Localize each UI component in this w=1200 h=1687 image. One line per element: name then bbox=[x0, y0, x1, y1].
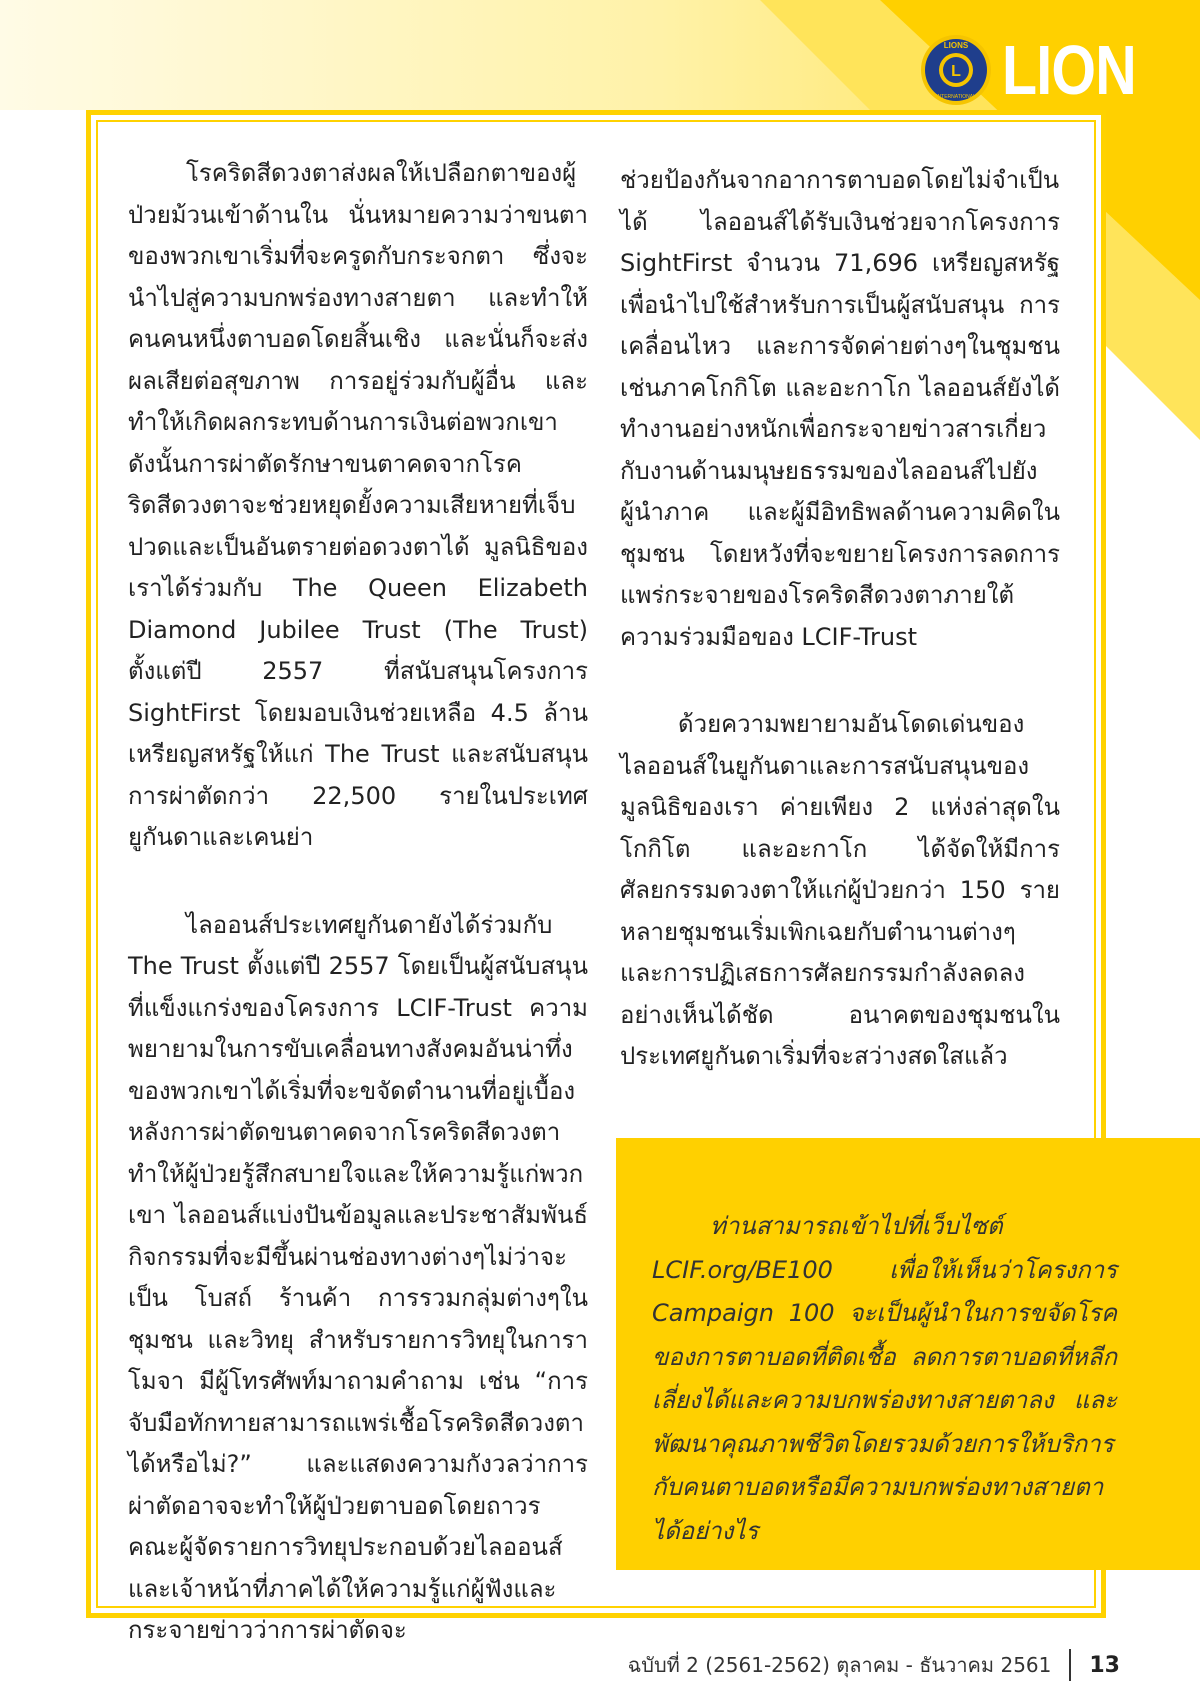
svg-text:INTERNATIONAL: INTERNATIONAL bbox=[936, 94, 976, 100]
issue-info: ฉบับที่ 2 (2561-2562) ตุลาคม - ธันวาคม 2561 bbox=[627, 1653, 1052, 1677]
page-number: 13 bbox=[1089, 1652, 1120, 1678]
callout-paragraph: ท่านสามารถเข้าไปที่เว็บไซต์ LCIF.org/BE100 เพื่อให้เห็นว่าโครงการ Campaign 100 จะเป็นผู้นำในการขจัดโรคของการตาบอดที่ติดเชื้อ ลดการตาบอดที่หลีกเลี่ยงได้และความบกพร่องทางสายตาลง และพัฒนาคุณภาพชีวิตโดยรวมด้วยการให้บริการกับคนตาบอดหรือมีความบกพร่องทางสายตาได้อย่างไร bbox=[652, 1212, 1117, 1545]
left-column bbox=[128, 153, 588, 1652]
brand-wordmark: LION bbox=[1002, 31, 1136, 109]
page-footer bbox=[628, 1645, 1120, 1685]
right-column bbox=[620, 160, 1060, 1078]
left-paragraph-1: โรคริดสีดวงตาส่งผลให้เปลือกตาของผู้ป่วยม้วนเข้าด้านใน นั่นหมายความว่าขนตาของพวกเขาเริ่มที่จะครูดกับกระจกตา ซึ่งจะนำไปสู่ความบกพร่องทางสายตา และทำให้คนคนหนึ่งตาบอดโดยสิ้นเชิง และนั่นก็จะส่งผลเสียต่อสุขภาพ การอยู่ร่วมกับผู้อื่น และทำให้เกิดผลกระทบด้านการเงินต่อพวกเขา ดังนั้นการผ่าตัดรักษาขนตาคดจากโรคริดสีดวงตาจะช่วยหยุดยั้งความเสียหายที่เจ็บปวดและเป็นอันตรายต่อดวงตาได้ มูลนิธิของเราได้ร่วมกับ The Queen Elizabeth Diamond Jubilee Trust (The Trust) ตั้งแต่ปี 2557 ที่สนับสนุนโครงการ SightFirst โดยมอบเงินช่วยเหลือ 4.5 ล้านเหรียญสหรัฐให้แก่ The Trust และสนับสนุนการผ่าตัดกว่า 22,500 รายในประเทศยูกันดาและเคนย่า bbox=[128, 159, 588, 851]
lions-logo bbox=[920, 30, 1165, 110]
callout-text bbox=[652, 1205, 1117, 1553]
left-paragraph-2: ไลออนส์ประเทศยูกันดายังได้ร่วมกับ The Trust ตั้งแต่ปี 2557 โดยเป็นผู้สนับสนุนที่แข็งแกร่งของโครงการ LCIF-Trust ความพยายามในการขับเคลื่อนทางสังคมอันน่าทึ่งของพวกเขาได้เริ่มที่จะขจัดตำนานที่อยู่เบื้องหลังการผ่าตัดขนตาคดจากโรคริดสีดวงตาทำให้ผู้ป่วยรู้สึกสบายใจและให้ความรู้แก่พวกเขา ไลออนส์แบ่งปันข้อมูลและประชาสัมพันธ์กิจกรรมที่จะมีขึ้นผ่านช่องทางต่างๆไม่ว่าจะเป็น โบสถ์ ร้านค้า การรวมกลุ่มต่างๆในชุมชน และวิทยุ สำหรับรายการวิทยุในการาโมจา มีผู้โทรศัพท์มาถามคำถาม เช่น “การจับมือทักทายสามารถแพร่เชื้อโรคริดสีดวงตาได้หรือไม่?” และแสดงความกังวลว่าการผ่าตัดอาจจะทำให้ผู้ป่วยตาบอดโดยถาวร คณะผู้จัดรายการวิทยุประกอบด้วยไลออนส์และเจ้าหน้าที่ภาคได้ให้ความรู้แก่ผู้ฟังและกระจายข่าวว่าการผ่าตัดจะ bbox=[128, 910, 588, 1644]
footer-divider bbox=[1069, 1649, 1071, 1681]
right-paragraph-2: ด้วยความพยายามอันโดดเด่นของไลออนส์ในยูกันดาและการสนับสนุนของมูลนิธิของเรา ค่ายเพียง 2 แห่งล่าสุดในโกกิโต และอะกาโก ได้จัดให้มีการศัลยกรรมดวงตาให้แก่ผู้ป่วยกว่า 150 ราย หลายชุมชนเริ่มเพิกเฉยกับตำนานต่างๆ และการปฏิเสธการศัลยกรรมกำลังลดลงอย่างเห็นได้ชัด อนาคตของชุมชนในประเทศยูกันดาเริ่มที่จะสว่างสดใสแล้ว bbox=[620, 710, 1060, 1070]
svg-text:L: L bbox=[951, 63, 961, 80]
right-paragraph-1: ช่วยป้องกันจากอาการตาบอดโดยไม่จำเป็นได้ ไลออนส์ได้รับเงินช่วยจากโครงการ SightFirst จำนวน 71,696 เหรียญสหรัฐเพื่อนำไปใช้สำหรับการเป็นผู้สนับสนุน การเคลื่อนไหว และการจัดค่ายต่างๆในชุมชน เช่นภาคโกกิโต และอะกาโก ไลออนส์ยังได้ทำงานอย่างหนักเพื่อกระจายข่าวสารเกี่ยวกับงานด้านมนุษยธรรมของไลออนส์ไปยังผู้นำภาค และผู้มีอิทธิพลด้านความคิดในชุมชน โดยหวังที่จะขยายโครงการลดการแพร่กระจายของโรคริดสีดวงตาภายใต้ความร่วมมือของ LCIF-Trust bbox=[620, 166, 1060, 651]
svg-text:LIONS: LIONS bbox=[943, 41, 969, 50]
lions-emblem-icon bbox=[920, 34, 992, 106]
